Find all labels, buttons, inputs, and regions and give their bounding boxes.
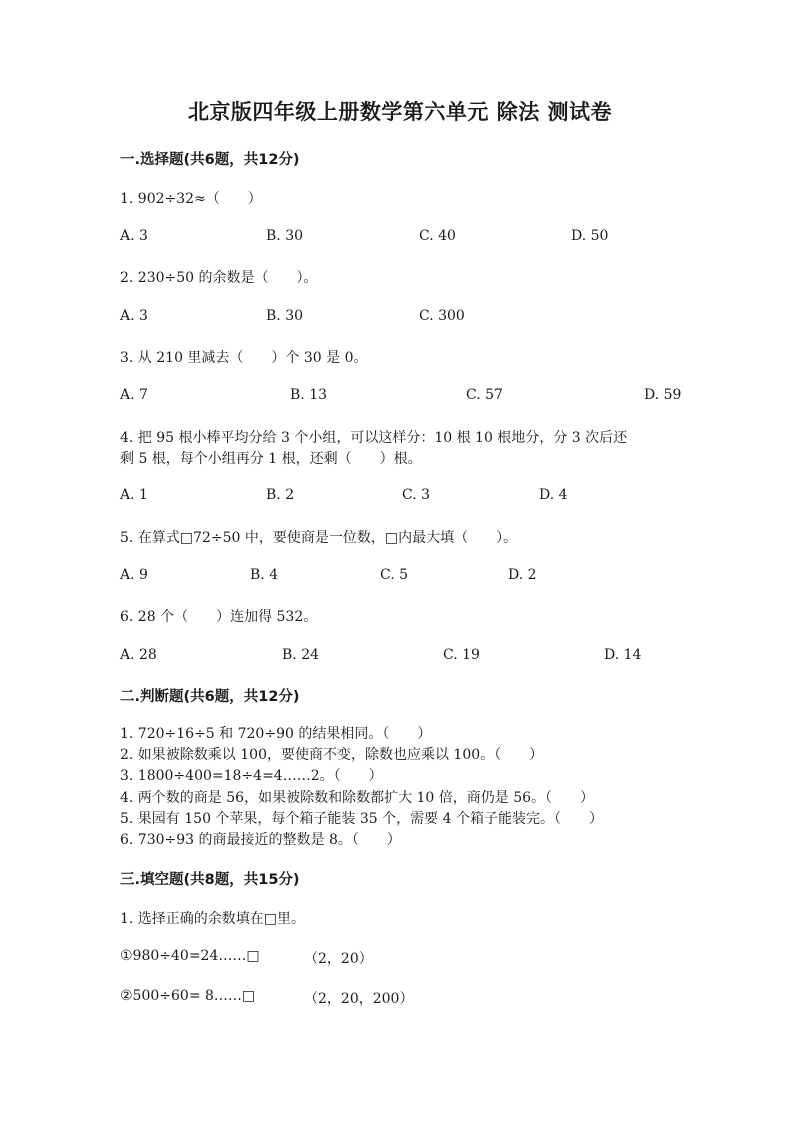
- question-1: 1. 902÷32≈（ ）: [120, 191, 262, 207]
- q5-option-b: B. 4: [250, 567, 279, 583]
- q3-option-b: B. 13: [290, 387, 328, 403]
- q4-option-d: D. 4: [539, 487, 568, 503]
- q6-option-c: C. 19: [443, 647, 480, 663]
- judge-item-3: 3. 1800÷400=18÷4=4……2。（ ）: [120, 768, 383, 784]
- judge-item-5: 5. 果园有 150 个苹果，每个箱子能装 35 个，需要 4 个箱子能装完。（ ）: [120, 811, 603, 827]
- question-6: 6. 28 个（ ）连加得 532。: [120, 609, 318, 625]
- q4-option-c: C. 3: [402, 487, 431, 503]
- q2-option-c: C. 300: [419, 308, 465, 324]
- fill-question-1: 1. 选择正确的余数填在□里。: [120, 911, 306, 927]
- q6-option-b: B. 24: [282, 647, 320, 663]
- q5-option-c: C. 5: [380, 567, 409, 583]
- question-2: 2. 230÷50 的余数是（ ）。: [120, 270, 318, 286]
- q3-option-c: C. 57: [466, 387, 503, 403]
- fill-sub-2-choices: （2，20，200）: [304, 991, 414, 1007]
- q1-option-d: D. 50: [571, 228, 609, 244]
- q2-option-a: A. 3: [120, 308, 148, 324]
- fill-sub-1-choices: （2，20）: [304, 951, 373, 967]
- question-3: 3. 从 210 里减去（ ）个 30 是 0。: [120, 350, 368, 366]
- question-4-line-2: 剩 5 根，每个小组再分 1 根，还剩（ ）根。: [120, 451, 422, 467]
- judge-item-1: 1. 720÷16÷5 和 720÷90 的结果相同。（ ）: [120, 726, 432, 742]
- question-5: 5. 在算式□72÷50 中，要使商是一位数，□内最大填（ ）。: [120, 530, 518, 546]
- fill-sub-1-expr: ①980÷40=24……□: [120, 948, 260, 964]
- q1-option-b: B. 30: [266, 228, 304, 244]
- q1-option-c: C. 40: [419, 228, 456, 244]
- page-title: 北京版四年级上册数学第六单元 除法 测试卷: [187, 100, 613, 124]
- q5-option-d: D. 2: [508, 567, 537, 583]
- q6-option-a: A. 28: [120, 647, 157, 663]
- q3-option-d: D. 59: [644, 387, 682, 403]
- q6-option-d: D. 14: [604, 647, 642, 663]
- section-heading-fill: 三.填空题(共8题，共15分): [120, 872, 300, 888]
- judge-item-4: 4. 两个数的商是 56，如果被除数和除数都扩大 10 倍，商仍是 56。（ ）: [120, 790, 595, 806]
- q4-option-a: A. 1: [120, 487, 148, 503]
- q4-option-b: B. 2: [266, 487, 295, 503]
- question-4-line-1: 4. 把 95 根小棒平均分给 3 个小组，可以这样分：10 根 10 根地分，分 3 次后还: [120, 430, 628, 446]
- q2-option-b: B. 30: [266, 308, 304, 324]
- fill-sub-2-expr: ②500÷60= 8……□: [120, 988, 256, 1004]
- section-heading-choice: 一.选择题(共6题，共12分): [120, 152, 300, 168]
- judge-item-2: 2. 如果被除数乘以 100，要使商不变，除数也应乘以 100。（ ）: [120, 747, 544, 763]
- q5-option-a: A. 9: [120, 567, 148, 583]
- q1-option-a: A. 3: [120, 228, 148, 244]
- q3-option-a: A. 7: [120, 387, 148, 403]
- section-heading-judge: 二.判断题(共6题，共12分): [120, 689, 300, 705]
- judge-item-6: 6. 730÷93 的商最接近的整数是 8。（ ）: [120, 832, 401, 848]
